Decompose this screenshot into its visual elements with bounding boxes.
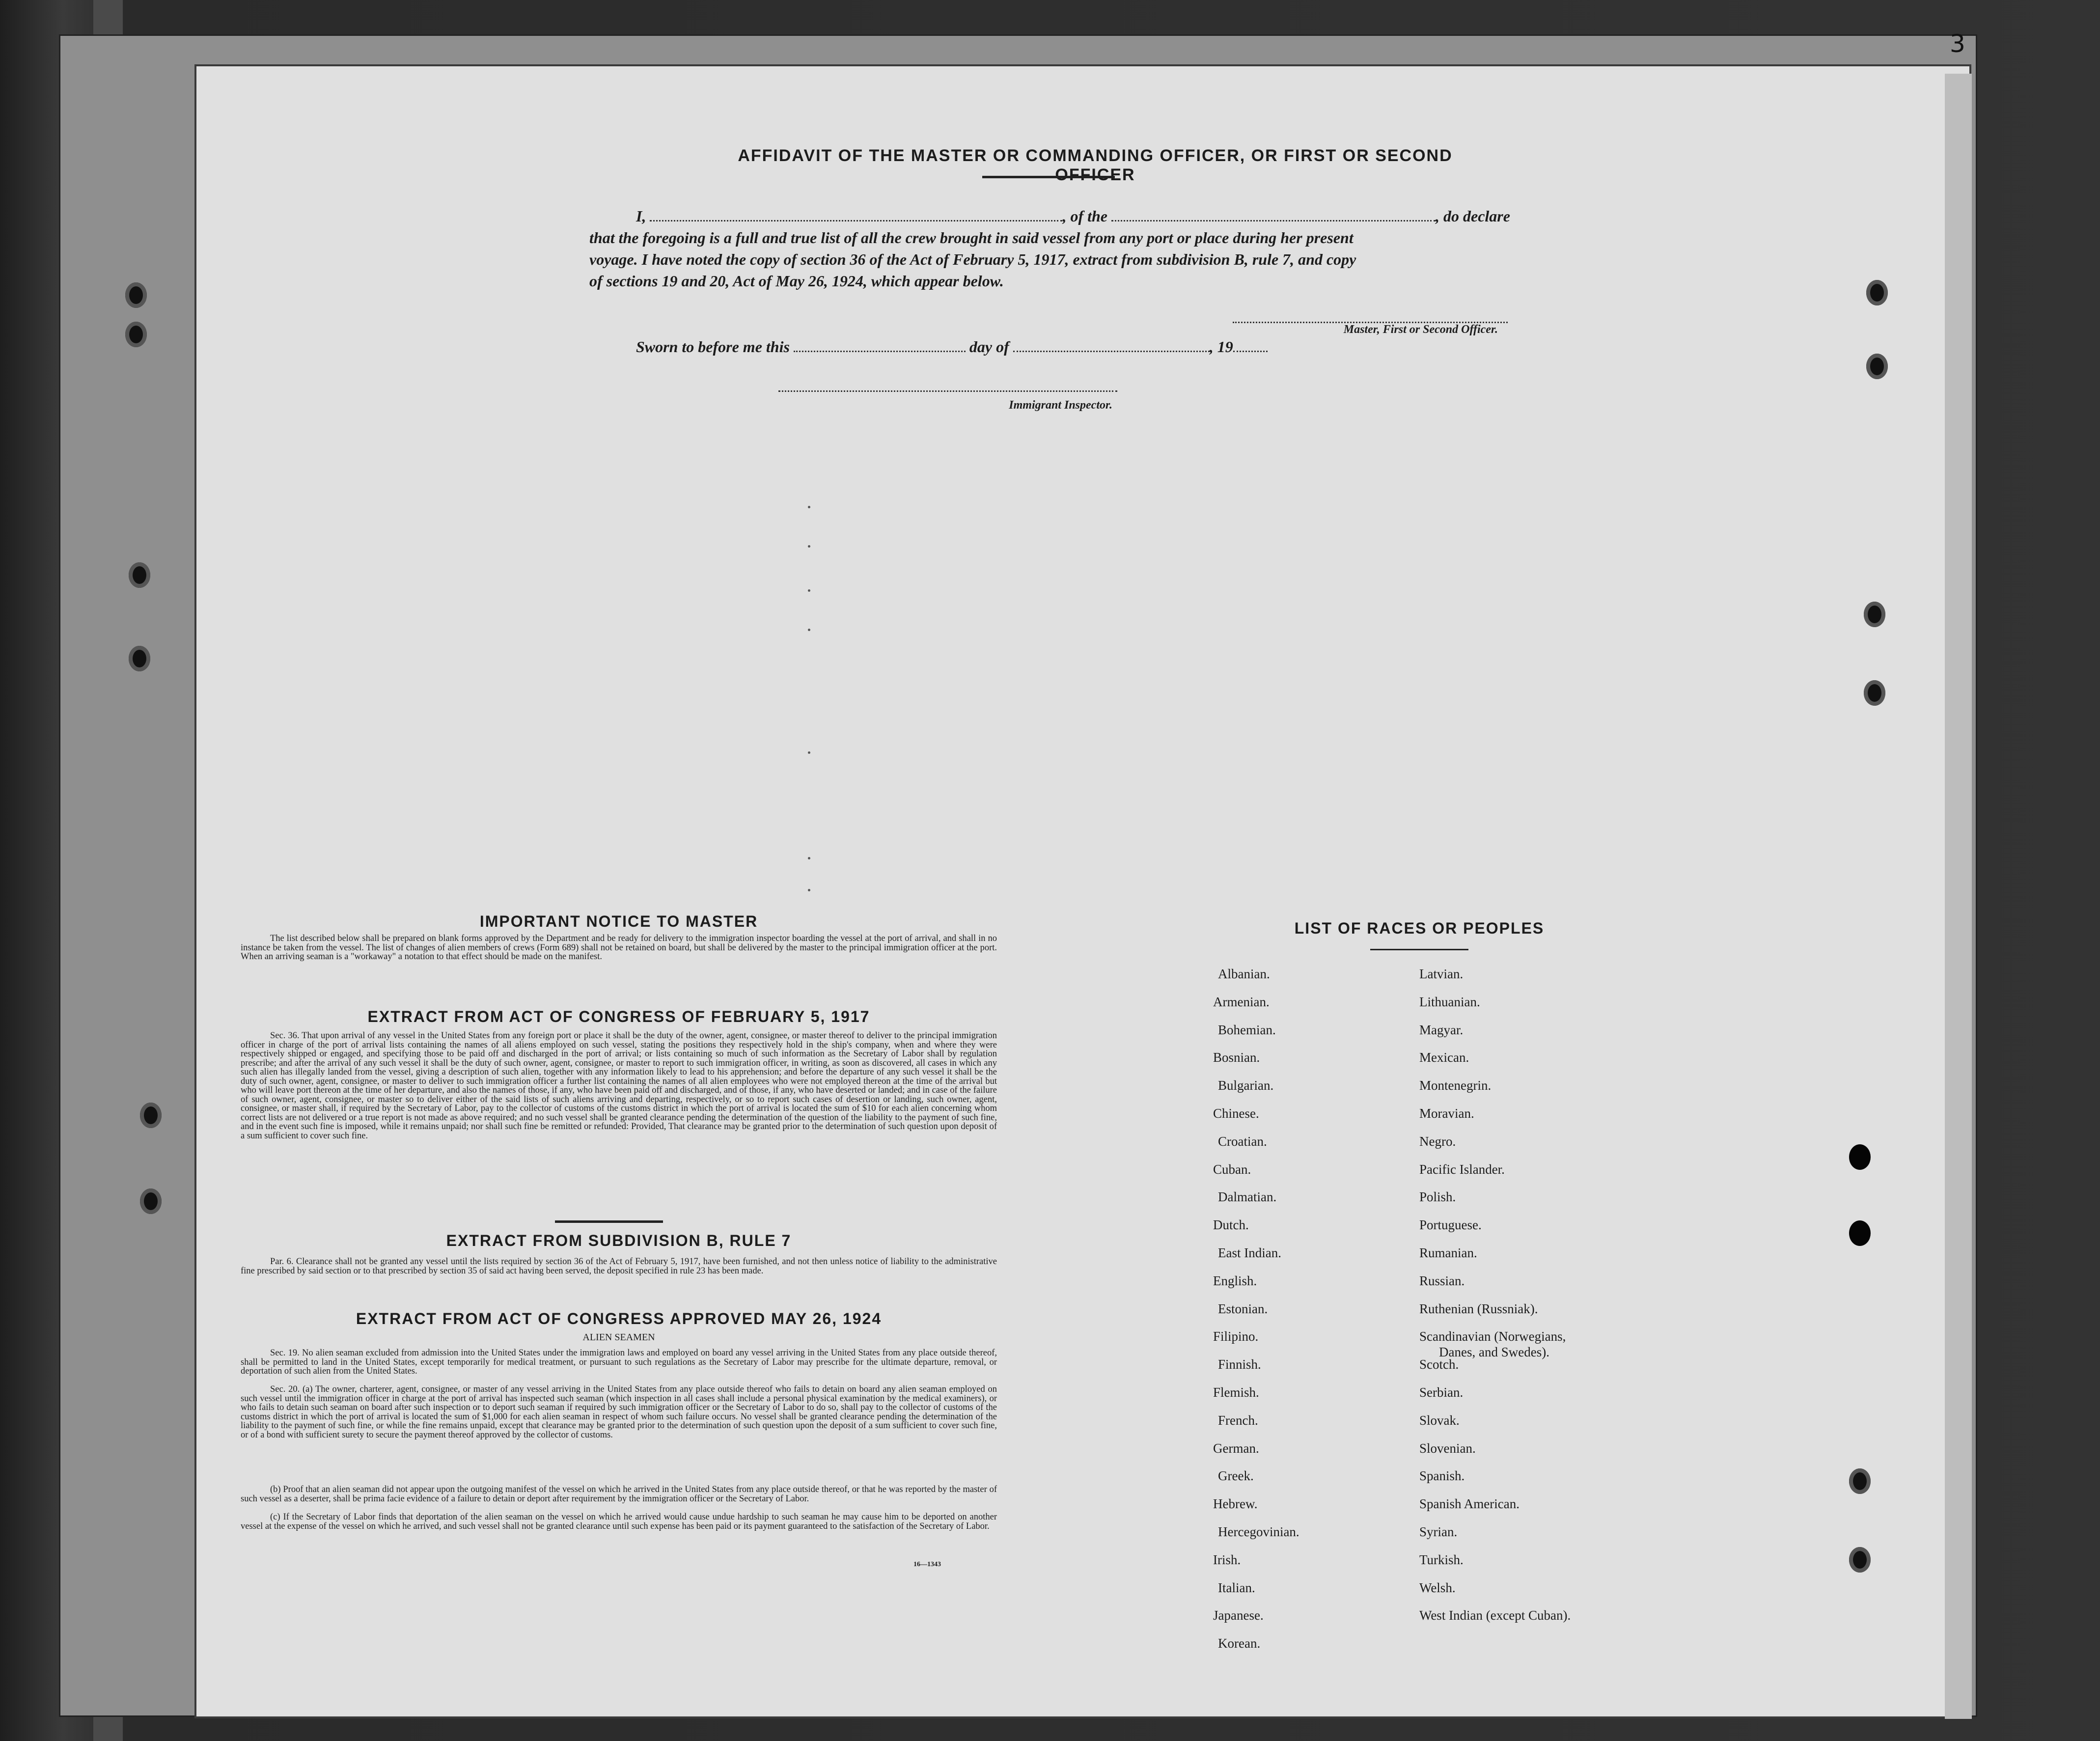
race-item: Bulgarian. [1218,1078,1274,1093]
declaration-line-2: that the foregoing is a full and true list of all the crew brought in said vessel from any port or place during her present [589,229,1354,247]
race-item: Latvian. [1419,967,1464,981]
scan-speck [808,751,810,754]
races-title-rule [1370,949,1468,950]
race-item: Bohemian. [1218,1022,1276,1037]
race-item: Pacific Islander. [1419,1161,1505,1177]
punch-hole [140,1188,162,1214]
scan-speck [808,506,810,508]
race-item: Scandinavian (Norwegians, [1419,1329,1566,1344]
race-item: Syrian. [1419,1524,1458,1539]
punch-hole [140,1103,162,1128]
of-the-label: , of the [1062,207,1107,225]
race-item: Bosnian. [1213,1050,1260,1065]
race-item: Moravian. [1419,1106,1474,1121]
declaration-line-3: voyage. I have noted the copy of section 36 of the Act of February 5, 1917, extract from subdivision B, rule 7, and copy [589,250,1356,268]
race-item: Japanese. [1213,1608,1264,1623]
extract-1917-title: EXTRACT FROM ACT OF CONGRESS OF FEBRUARY 5, 1917 [367,1008,870,1025]
punch-hole [1864,602,1885,627]
race-item: West Indian (except Cuban). [1419,1608,1571,1623]
master-name-field[interactable] [650,208,1062,221]
sec-19-text: Sec. 19. No alien seaman excluded from admission into the United States under the immigration laws and employed on board any vessel arriving in the United States from any place outside thereof, shall be permitted to land in the United States, except temporarily for medical treatment, or pursuant to such regulations as the Secretary of Labor may prescribe for the ultimate departure, removal, or deportation of such alien from the United States. [241,1348,997,1376]
page-number-mark: 3 [1950,29,1965,58]
scan-speck [808,857,810,859]
punch-hole [129,646,150,671]
declaration-line-1 [589,205,1547,227]
race-item: Cuban. [1213,1161,1251,1177]
notice-body: The list described below shall be prepared on blank forms approved by the Department and be ready for delivery to the immigration inspector boarding the vessel at the port of arrival, and shall in no instance be taken from the vessel. The list of changes of alien members of crews (Form 689) shall not be retained on board, but shall be delivered by the master to the principal immigration officer at the port. When an arriving seaman is a "workaway" a notation to that effect should be made on the manifest. [241,934,997,962]
sworn-day-field[interactable] [794,339,966,352]
race-item: Danes, and Swedes). [1439,1345,1549,1360]
race-item: Scotch. [1419,1357,1459,1372]
race-item: Magyar. [1419,1022,1464,1037]
punch-hole [1849,1468,1871,1494]
alien-seamen-subtitle: ALIEN SEAMEN [582,1332,655,1343]
scan-speck [808,589,810,592]
declaration-line-4: of sections 19 and 20, Act of May 26, 1924, which appear below. [589,272,1004,290]
punch-hole [1866,280,1888,305]
race-item: Lithuanian. [1419,994,1480,1009]
race-item: Hebrew. [1213,1496,1258,1512]
race-item: Russian. [1419,1273,1465,1288]
race-item: Portuguese. [1419,1217,1482,1233]
race-item: Montenegrin. [1419,1078,1492,1093]
day-of-label: day of [969,338,1009,356]
officer-signature-label: Master, First or Second Officer. [1343,323,1498,336]
race-item: Ruthenian (Russniak). [1419,1301,1538,1316]
race-item: English. [1213,1273,1257,1288]
i-label: I, [636,207,646,225]
sworn-year-field[interactable] [1233,339,1268,352]
race-item: Rumanian. [1419,1245,1477,1260]
inspector-signature-label: Immigrant Inspector. [1009,399,1112,412]
sec-20c-text: (c) If the Secretary of Labor finds that deportation of the alien seaman on the vessel on which he arrived would cause undue hardship to such seaman he may cause him to be deported on another vessel at the expense of the vessel on which he arrived, and such vessel shall not be granted clearance until such expense has been paid or its payment guaranteed to the satisfaction of the Secretary of Labor. [241,1512,997,1531]
notice-title: IMPORTANT NOTICE TO MASTER [479,912,758,930]
race-item: Slovenian. [1419,1440,1476,1456]
punch-hole [125,282,147,308]
punch-hole [1864,680,1885,706]
race-item: Dutch. [1213,1217,1249,1233]
race-item: Mexican. [1419,1050,1469,1065]
race-item: Welsh. [1419,1580,1456,1595]
race-item: Croatian. [1218,1133,1267,1149]
race-item: Polish. [1419,1189,1456,1205]
sworn-month-field[interactable] [1013,339,1210,352]
race-item: Spanish American. [1419,1496,1520,1512]
sworn-prefix: Sworn to before me this [636,338,790,356]
extract-1917-body: Sec. 36. That upon arrival of any vessel in the United States from any foreign port or place it shall be the duty of the owner, agent, consignee, or master thereof to deliver to the principal immigration officer in charge of the port of arrival lists containing the names of all aliens employed on such vessel, stating the positions they respectively hold in the ship's company, when and where they were respectively shipped or engaged, and specifying those to be paid off and discharged in the port of arrival; or lists containing so much of such information as the Secretary of Labor shall by regulation prescribe; and after the arrival of any such vessel it shall be the duty of such owner, agent, consignee, or master to report to such immigration officer, in writing, as soon as discovered, all cases in which any such alien has illegally landed from the vessel, giving a description of such alien, together with any information likely to lead to his apprehension; and before the departure of any such vessel it shall be the duty of such owner, agent, consignee, or master to deliver to such immigration officer a further list containing the names of all alien employees who were not employed thereon at the time of the arrival but who will leave port thereon at the time of her departure, and also the names of those, if any, who have been paid off and discharged, and of those, if any, who have deserted or landed; and in case of the failure of such owner, agent, consignee, or master so to deliver either of the said lists of such aliens arriving and departing, respectively, or so to report such cases of desertion or landing, such owner, agent, consignee, or master shall, if required by the Secretary of Labor, pay to the collector of customs of the customs district in which the port of arrival is located the sum of $10 for each alien concerning whom correct lists are not delivered or a true report is not made as above required; and no such vessel shall be granted clearance pending the determination of the question of the liability to the payment of such fine, and in the event such fine is imposed, while it remains unpaid; nor shall such fine be remitted or refunded: Provided, That clearance may be granted prior to the determination of such question upon deposit of a sum sufficient to cover such fine. [241,1031,997,1141]
race-item: Slovak. [1419,1412,1460,1428]
punch-hole [129,562,150,588]
punch-hole [125,322,147,347]
extract-rule7-body: Par. 6. Clearance shall not be granted any vessel until the lists required by section 36 of the Act of February 5, 1917, have been furnished, and not then unless notice of liability to the administrative fine prescribed by said section or to that prescribed by section 35 of said act having been served, the deposit specified in rule 23 has been made. [241,1257,997,1276]
year-label: , 19 [1209,338,1233,356]
page-right-edge [1945,74,1972,1719]
race-item: Negro. [1419,1133,1456,1149]
do-declare-label: , do declare [1436,207,1510,225]
scan-speck [808,545,810,548]
scan-speck [808,629,810,631]
form-number: 16—1343 [913,1561,941,1568]
affidavit-title-rule [982,176,1115,178]
race-item: East Indian. [1218,1245,1281,1260]
race-item: Irish. [1213,1552,1241,1567]
form-page [196,66,1969,1716]
declaration-block [589,205,1547,292]
race-item: Armenian. [1213,994,1270,1009]
race-item: Finnish. [1218,1357,1261,1372]
race-item: Turkish. [1419,1552,1464,1567]
sworn-line [636,338,1348,356]
race-item: French. [1218,1412,1258,1428]
race-item: Estonian. [1218,1301,1268,1316]
race-item: Hercegovinian. [1218,1524,1299,1539]
section-rule [555,1220,663,1223]
race-item: Chinese. [1213,1106,1259,1121]
extract-rule7-title: EXTRACT FROM SUBDIVISION B, RULE 7 [446,1232,792,1249]
race-item: Spanish. [1419,1468,1465,1484]
vessel-name-field[interactable] [1111,208,1436,221]
race-item: Albanian. [1218,967,1270,981]
races-title: LIST OF RACES OR PEOPLES [1294,919,1545,937]
punch-hole [1849,1144,1871,1170]
race-item: Serbian. [1419,1385,1464,1400]
race-item: German. [1213,1440,1259,1456]
extract-1924-title: EXTRACT FROM ACT OF CONGRESS APPROVED MAY 26, 1924 [356,1310,882,1327]
inspector-signature-field[interactable] [778,390,1117,392]
punch-hole [1849,1220,1871,1246]
affidavit-title: AFFIDAVIT OF THE MASTER OR COMMANDING OFFICER, OR FIRST OR SECOND OFFICER [738,146,1453,184]
race-item: Filipino. [1213,1329,1259,1344]
race-item: Italian. [1218,1580,1255,1595]
race-item: Korean. [1218,1636,1261,1651]
race-item: Flemish. [1213,1385,1259,1400]
scan-speck [808,889,810,891]
punch-hole [1866,354,1888,379]
race-item: Dalmatian. [1218,1189,1277,1205]
sec-20a-text: Sec. 20. (a) The owner, charterer, agent, consignee, or master of any vessel arriving in the United States from any place outside thereof who fails to detain on board any alien seaman employed on such vessel until the immigration officer in charge at the port of arrival has inspected such seaman (which inspection in all cases shall include a personal physical examination by the medical examiners), or who fails to detain such seaman on board after such inspection or to deport such seaman if required by such immigration officer or the Secretary of Labor to do so, shall pay to the collector of customs of the customs district in which the port of arrival is located the sum of $1,000 for each alien seaman in respect of whom such failure occurs. No vessel shall be granted clearance pending the determination of the liability to the payment of such fine, or while the fine remains unpaid, except that clearance may be granted prior to the determination of such question upon the deposit of a sum sufficient to cover such fine, or of a bond with sufficient surety to secure the payment thereof approved by the collector of customs. [241,1384,997,1440]
race-item: Greek. [1218,1468,1254,1484]
sec-20b-text: (b) Proof that an alien seaman did not appear upon the outgoing manifest of the vessel on which he arrived in the United States from any place outside thereof, or that he was reported by the master of such vessel as a deserter, shall be prima facie evidence of a failure to detain or deport after requirement by the immigration officer or the Secretary of Labor. [241,1485,997,1504]
punch-hole [1849,1547,1871,1573]
